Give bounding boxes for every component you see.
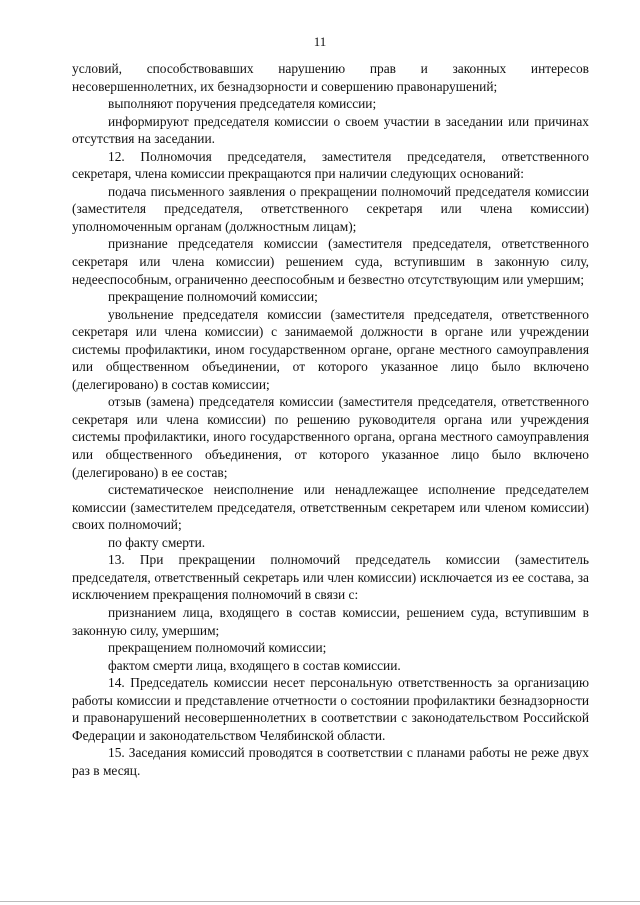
paragraph: прекращение полномочий комиссии; [108,289,318,305]
paragraph: информируют председателя комиссии о своем участии в заседании или причинах отсутствия на заседании. [72,113,589,147]
paragraph: фактом смерти лица, входящего в состав комиссии. [108,657,401,673]
clause-12: 12. Полномочия председателя, заместителя председателя, ответственного секретаря, члена комиссии прекращаются при наличии следующих оснований: [72,148,589,182]
paragraph: прекращением полномочий комиссии; [108,640,327,656]
paragraph: увольнение председателя комиссии (заместителя председателя, ответственного секретаря или члена комиссии) с занимаемой должности в органе или учреждении системы профилактики, ином государственном органе, органе местного самоуправления или общественном объединении, от которого указанное лицо было включено (делегировано) в состав комиссии; [72,306,589,392]
paragraph: признание председателя комиссии (заместителя председателя, ответственного секретаря или члена комиссии) решением суда, вступившим в законную силу, недееспособным, ограниченно дееспособным и безвестно отсутствующим или умершим; [72,236,589,287]
clause-14: 14. Председатель комиссии несет персональную ответственность за организацию работы комиссии и представление отчетности о состоянии профилактики безнадзорности и правонарушений несовершеннолетних в соответствии с законодательством Российской Федерации и законодательством Челябинской области. [72,675,589,743]
clause-15: 15. Заседания комиссий проводятся в соответствии с планами работы не реже двух раз в месяц. [72,745,589,778]
paragraph: признанием лица, входящего в состав комиссии, решением суда, вступившим в законную силу, умершим; [72,604,589,638]
paragraph: отзыв (замена) председателя комиссии (заместителя председателя, ответственного секретаря или члена комиссии) по решению руководителя органа или учреждения системы профилактики, иного государственного органа, органа местного самоуправления или общественного объединения, от которого указанное лицо было включено (делегировано) в ее состав; [72,394,589,480]
paragraph-continuation: условий, способствовавших нарушению прав и законных интересов несовершеннолетних, их безнадзорности и совершению правонарушений; [72,61,589,94]
document-body [72,60,589,779]
paragraph: подача письменного заявления о прекращении полномочий председателя комиссии (заместителя председателя, ответственного секретаря или члена комиссии) уполномоченным органам (должностным лицам); [72,183,589,234]
scan-edge-line [0,901,640,902]
paragraph: по факту смерти. [108,534,206,550]
paragraph: выполняют поручения председателя комиссии; [108,96,377,112]
clause-13: 13. При прекращении полномочий председатель комиссии (заместитель председателя, ответственный секретарь или член комиссии) исключается из ее состава, за исключением прекращения полномочий в связи с: [72,552,589,603]
page-number: 11 [313,34,327,49]
paragraph: систематическое неисполнение или ненадлежащее исполнение председателем комиссии (заместителем председателя, ответственным секретарем или членом комиссии) своих полномочий; [72,482,589,533]
